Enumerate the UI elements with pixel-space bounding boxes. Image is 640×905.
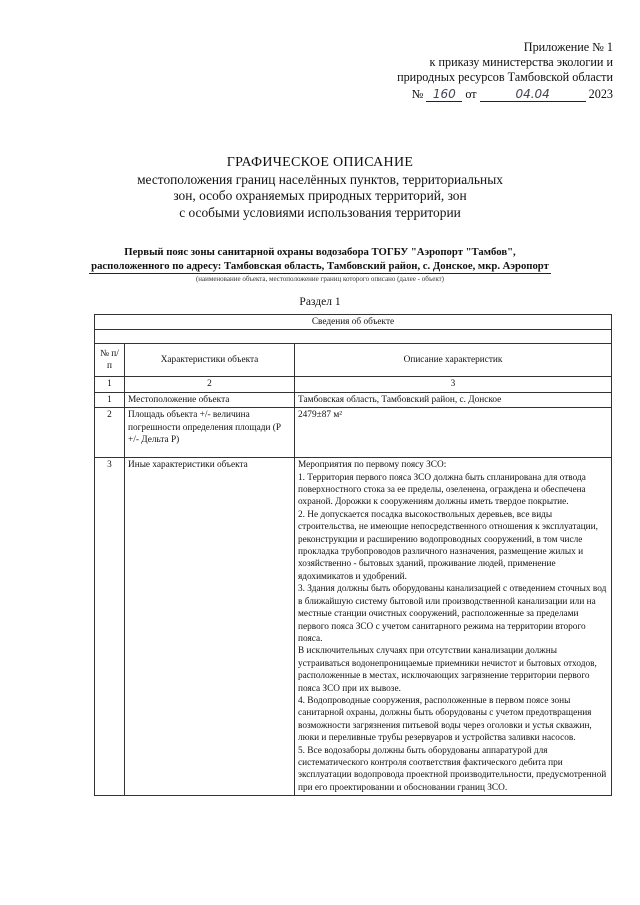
order-number: 160 <box>426 88 462 102</box>
order-year: 2023 <box>588 87 613 101</box>
number-prefix: № <box>411 87 424 101</box>
from-label: от <box>465 87 477 101</box>
header-description: Описание характеристик <box>295 344 612 377</box>
row-number: 1 <box>95 392 125 407</box>
title-line1: ГРАФИЧЕСКОЕ ОПИСАНИЕ <box>226 155 414 170</box>
table-caption: Сведения об объекте <box>95 315 612 330</box>
row-number: 2 <box>95 408 125 458</box>
row-characteristic: Иные характеристики объекта <box>125 458 295 796</box>
appendix-line3: природных ресурсов Тамбовской области <box>397 70 613 84</box>
order-date: 04.04 <box>480 88 586 102</box>
header-num: № п/п <box>95 344 125 377</box>
title-line3: зон, особо охраняемых природных территорий, зон <box>173 188 467 203</box>
measures-paragraph: 1. Территория первого пояса ЗСО должна быть спланирована для отвода поверхностного стока за ее пределы, озеленена, ограждена и обеспечена охраной. Дорожки к сооружениям должны иметь твердое покрытие. <box>298 472 586 508</box>
title-line2: местоположения границ населённых пунктов, территориальных <box>137 171 503 187</box>
row-characteristic: Местоположение объекта <box>125 392 295 407</box>
measures-paragraph: Мероприятия по первому поясу ЗСО: <box>298 460 447 471</box>
appendix-header <box>397 40 613 102</box>
measures-paragraph: В исключительных случаях при отсутствии канализации должны устраиваться водонепроницаемые приемники нечистот и бытовых отходов, расположенные в местах, исключающих загрязнение территории первого пояса ЗСО при их вывозе. <box>298 646 597 694</box>
order-number-line <box>397 87 613 102</box>
row-characteristic: Площадь объекта +/- величина погрешности определения площади (Р +/- Дельта Р) <box>125 408 295 458</box>
table-row <box>95 458 612 796</box>
measures-paragraph: 2. Не допускается посадка высокоствольных деревьев, все виды строительства, не имеющие непосредственного отношения к эксплуатации, реконструкции и расширению водопроводных сооружений, в том числе прокладка трубопроводов различного назначения, размещение жилых и хозяйственно - бытовых зданий, проживание людей, применение ядохимикатов и удобрений. <box>298 509 598 582</box>
row-description <box>295 458 612 796</box>
appendix-line2: к приказу министерства экологии и <box>429 55 613 69</box>
table-row <box>95 392 612 407</box>
table-spacer-row <box>95 330 612 344</box>
object-info-table <box>94 314 612 796</box>
object-line1: Первый пояс зоны санитарной охраны водозабора ТОГБУ "Аэропорт "Тамбов", <box>124 246 516 258</box>
measures-paragraph: 5. Все водозаборы должны быть оборудованы аппаратурой для систематического контроля соответствия фактического дебита при эксплуатации водопровода проектной производительности, предусмотренной при его проектировании и обосновании границ ЗСО. <box>298 745 607 793</box>
document-title <box>0 155 640 221</box>
row-number: 3 <box>95 458 125 796</box>
table-index-row <box>95 377 612 392</box>
measures-paragraph: 3. Здания должны быть оборудованы канализацией с отведением сточных вод в ближайшую систему бытовой или производственной канализации или на местные станции очистных сооружений, расположенные за пределами первого пояса ЗСО с учетом санитарного режима на территории второго пояса. <box>298 584 607 644</box>
measures-paragraph: 4. Водопроводные сооружения, расположенные в первом поясе зоны санитарной охраны, должны быть оборудованы с учетом предотвращения возможности загрязнения питьевой воды через оголовки и устья скважин, люки и переливные трубы резервуаров и устройства заливки насосов. <box>298 695 592 744</box>
object-name-block <box>0 246 640 284</box>
header-characteristics: Характеристики объекта <box>125 344 295 377</box>
object-note: (наименование объекта, местоположение границ которого описано (далее - объект) <box>195 275 445 283</box>
table-row <box>95 408 612 458</box>
table-header-row <box>95 344 612 377</box>
index-2: 2 <box>125 377 295 392</box>
index-1: 1 <box>95 377 125 392</box>
section-title: Раздел 1 <box>299 296 341 308</box>
row-description: Тамбовская область, Тамбовский район, с. Донское <box>295 392 612 407</box>
object-line2: расположенного по адресу: Тамбовская область, Тамбовский район, с. Донское, мкр. Аэропорт <box>89 260 551 275</box>
appendix-line1: Приложение № 1 <box>523 40 613 54</box>
index-3: 3 <box>295 377 612 392</box>
title-line4: с особыми условиями использования территории <box>179 204 461 220</box>
row-description: 2479±87 м² <box>295 408 612 458</box>
